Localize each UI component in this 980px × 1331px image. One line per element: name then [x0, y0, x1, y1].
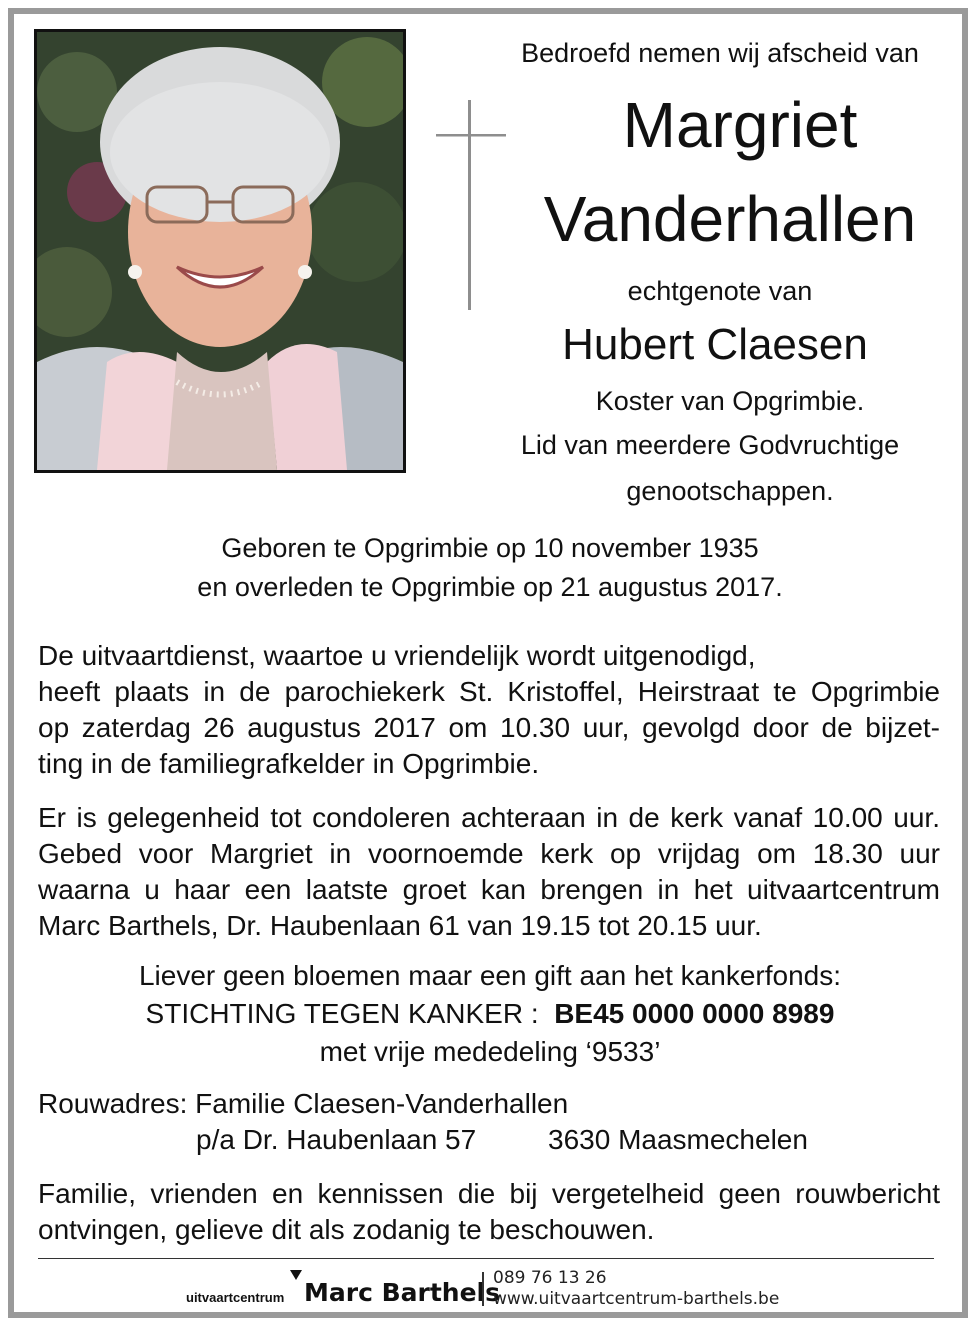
closing-line: Familie, vrienden en kennissen die bij vergetelheid geen rouwbericht	[38, 1178, 940, 1209]
company-phone: 089 76 13 26	[493, 1268, 607, 1288]
address-city: 3630 Maasmechelen	[548, 1124, 808, 1155]
logo-triangle-icon	[290, 1270, 302, 1280]
portrait-photo	[34, 29, 406, 473]
address-street: p/a Dr. Haubenlaan 57	[196, 1124, 477, 1155]
service-line: heeft plaats in de parochiekerk St. Kristoffel, Heirstraat te Opgrimbie	[38, 676, 940, 707]
address-label: Rouwadres: Familie Claesen-Vanderhallen	[38, 1088, 569, 1119]
footer-divider	[38, 1258, 934, 1259]
closing-paragraph	[38, 1176, 940, 1248]
spouse-name: Hubert Claesen	[562, 320, 868, 369]
condolence-line: Er is gelegenheid tot condoleren achteraan in de kerk vanaf 10.00 uur.	[38, 802, 940, 833]
condolence-line: Marc Barthels, Dr. Haubenlaan 61 van 19.15 tot 20.15 uur.	[38, 910, 762, 941]
role-line-2: Lid van meerdere Godvruchtige	[520, 430, 900, 460]
role-line-1: Koster van Opgrimbie.	[595, 386, 865, 416]
condolence-line: waarna u haar een laatste groet kan brengen in het uitvaartcentrum	[38, 874, 940, 905]
service-line: op zaterdag 26 augustus 2017 om 10.30 uur, gevolgd door de bijzet-	[38, 712, 940, 743]
role-line-3: genootschappen.	[626, 476, 834, 506]
fund-name: STICHTING TEGEN KANKER :	[145, 998, 539, 1029]
relation-text: echtgenote van	[627, 276, 813, 306]
company-website[interactable]: www.uitvaartcentrum-barthels.be	[493, 1289, 780, 1309]
company-name: Marc Barthels	[304, 1278, 501, 1307]
death-line: en overleden te Opgrimbie op 21 augustus 2017.	[197, 572, 783, 602]
donation-line	[60, 998, 920, 1030]
deceased-last-name: Vanderhallen	[543, 183, 917, 255]
iban-number: BE45 0000 0000 8989	[554, 998, 835, 1029]
birth-line: Geboren te Opgrimbie op 10 november 1935	[221, 533, 759, 563]
flowers-line: Liever geen bloemen maar een gift aan het kankerfonds:	[138, 960, 841, 991]
service-line: ting in de familiegrafkelder in Opgrimbie.	[38, 748, 540, 779]
intro-text: Bedroefd nemen wij afscheid van	[521, 38, 919, 68]
service-paragraph	[38, 638, 940, 782]
deceased-first-name: Margriet	[622, 89, 858, 161]
service-line: De uitvaartdienst, waartoe u vriendelijk wordt uitgenodigd,	[38, 640, 756, 671]
footer-separator	[482, 1272, 484, 1306]
company-prefix: uitvaartcentrum	[186, 1290, 285, 1305]
closing-line: ontvingen, gelieve dit als zodanig te beschouwen.	[38, 1214, 655, 1245]
donation-reference: met vrije mededeling ‘9533’	[319, 1036, 661, 1067]
condolence-paragraph	[38, 800, 940, 944]
condolence-line: Gebed voor Margriet in voornoemde kerk op vrijdag om 18.30 uur	[38, 838, 940, 869]
